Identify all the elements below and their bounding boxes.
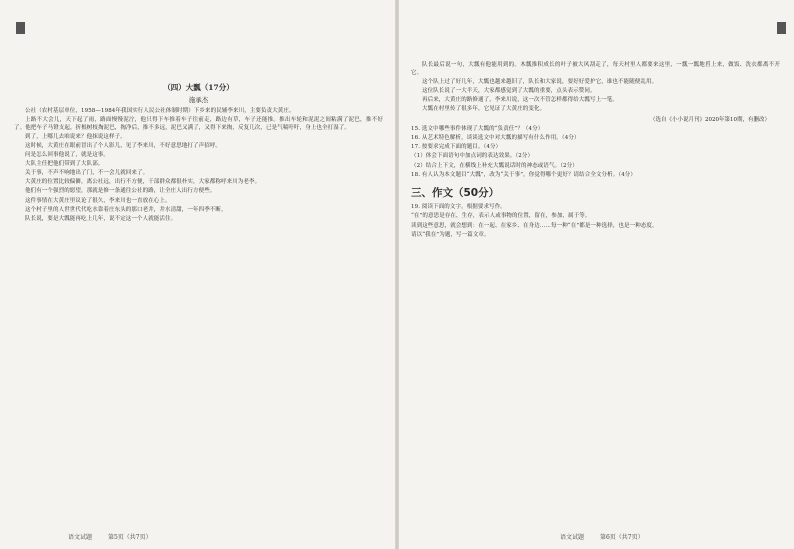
question-17-part-2: （2）结合上下文，在横线上补充大瓢说话时的神态或语气。（2分） [411, 162, 578, 169]
source-citation: （选自《小小说月刊》2020年第10期，有删改） [650, 117, 770, 124]
paragraph: 再后来，大黄庄的路修通了，李来川说，这一次不管怎样都得给大瓢写上一笔。 [422, 96, 619, 103]
paragraph: 大队主任把他们带到了大队部。 [25, 161, 104, 168]
question-17: 17. 按要求完成下面的题目。（4分） [411, 144, 502, 151]
right-page [397, 0, 794, 549]
paragraph: 这件事情在大黄庄里议论了很久，李来川也一直放在心上。 [25, 197, 171, 204]
question-18: 18. 有人认为本文题目“大瓢”，改为“关于事”，你觉得哪个更好？请结合全文分析。（4分） [411, 171, 636, 178]
question-15: 15. 选文中哪些事件体现了大瓢的“负责任”？（4分） [411, 126, 544, 133]
page-footer [560, 532, 658, 541]
paragraph: 大瓢在村里传了很多年，它见证了大黄庄的变化。 [422, 106, 546, 113]
writing-prompt-line: 19. 阅读下面的文字，根据要求写作。 [411, 204, 506, 211]
author: 施承杰 [188, 96, 209, 104]
footer-page-number: 第6页（共7页） [599, 534, 644, 541]
paragraph: 大黄庄的位置比较偏僻，离公社远，出行不方便，干部群众都很朴实，大家都称呼来川为老李。 [25, 179, 261, 186]
question-17-part-1: （1）体会下面语句中加点词的表达效果。（2分） [411, 153, 534, 160]
paragraph: 这时候，大黄庄在眼前冒出了个人影儿，见了李来川，不好意思地打了声招呼。 [25, 142, 222, 149]
question-list [411, 126, 780, 179]
footer-page-number: 第5页（共7页） [107, 534, 152, 541]
paragraph: 问是怎么回事他说了，就是这事。 [25, 152, 110, 159]
paragraph: 上路不大会儿，天下起了雨，路面慢慢泥泞，他只得下车推着车子往前走，路边有草，车子还能推。推出车轮和泥泥之间粘满了泥巴，推不好了。他把车子马镫支起，折根树枝掏泥巴，掏净后，推不多远，泥巴又满了，又得下来掏，反复几次，已是气喘吁吁，身上也全打湿了。 [14, 117, 383, 131]
paragraph: 这位队长说了一大半天，大家都感觉到了大瓢的重要，点头表示赞同。 [422, 87, 596, 94]
writing-prompt-line: 读到这些意思，就会想到：在一起、在家乡、在身边……每一种“在”都是一种选择，也是一种态度。 [411, 222, 658, 229]
page-footer [68, 532, 166, 541]
paragraph: 这个村子里的人世世代代吃水靠着庄东头的那口老井，井水清甜，一年四季不断。 [25, 206, 227, 213]
writing-section-title: 三、作文（50分） [411, 187, 500, 200]
paragraph: 公社（农村基层单位，1958—1984年我国实行人民公社体制时期）下乡来的民辅李来川，主要负责大黄庄。 [25, 108, 295, 114]
footer-label: 语文试题 [560, 534, 585, 541]
paragraph: 到了，上哪儿去咱说来？他抹说这样子。 [25, 133, 126, 140]
paragraph: 这个队上过了好几年，大瓢也越来越旧了，队长和大家说，要好好爱护它，谁也不能随便乱用。 [422, 78, 658, 85]
question-16: 16. 从艺术特色解析，谈谈选文中对大瓢的描写有什么作用。（4分） [411, 135, 580, 142]
paragraph: 他们有一个强烈的愿望，那就是修一条通往公社的路，让全庄人出行方便些。 [25, 188, 216, 195]
footer-label: 语文试题 [68, 534, 93, 541]
writing-prompt-line: 请以“我在”为题，写一篇文章。 [411, 231, 490, 238]
paragraph: 队长最后说一句，大瓢有他能用到的。木瓢推积成长的叶子被大风刮走了，每天村里人都要来这里，一瓢一瓢地舀上来，做饭、洗衣都离不开它。 [411, 62, 780, 76]
paragraph: 关于事，不声不响地出了门，不一会儿就回来了。 [25, 170, 149, 177]
paragraph: 队长说，要是大瓢能再吃上几年，说不定这一个人就能活住。 [25, 215, 177, 222]
writing-prompt-line: “在”的意思是存在，生存，表示人或事物的位置，留在，参加，属于等。 [411, 213, 591, 220]
writing-prompt [411, 204, 780, 239]
section-title: （四）大瓢（17分） [163, 83, 234, 92]
